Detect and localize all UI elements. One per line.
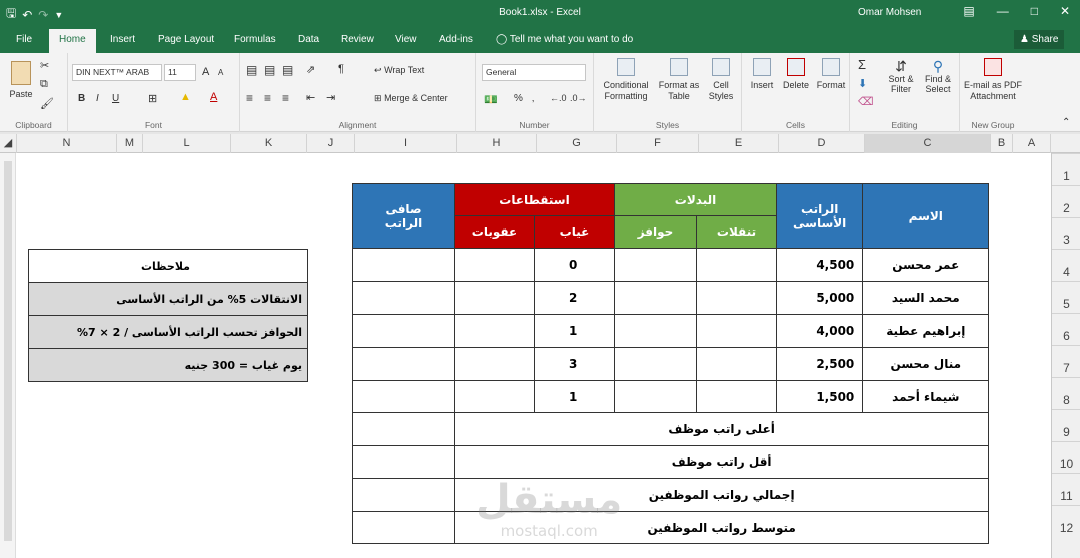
scrollbar-thumb[interactable] [4, 161, 12, 541]
net-salary-cell[interactable] [353, 282, 455, 315]
shrink-font-button[interactable]: A [218, 68, 224, 77]
number-format-dropdown[interactable]: General [482, 64, 586, 81]
row-headers [1051, 153, 1080, 558]
transport-header[interactable]: تنقلات [697, 216, 777, 249]
column-header-b[interactable]: B [990, 134, 1012, 153]
salary-cell[interactable]: 5,000 [777, 282, 863, 315]
tell-me-label: Tell me what you want to do [509, 34, 634, 45]
absence-cell[interactable]: 1 [535, 381, 615, 413]
fill-color-icon[interactable]: ▲ [180, 91, 191, 103]
title-bar [0, 0, 1080, 27]
net-salary-cell[interactable] [353, 348, 455, 381]
wrap-text-icon: ↩ [374, 65, 382, 75]
sort-filter-button[interactable] [884, 58, 918, 95]
format-cells-label: Format [816, 80, 846, 91]
font-size-dropdown[interactable]: 11 [164, 64, 196, 81]
transport-cell[interactable] [697, 348, 777, 381]
summary-label-cell[interactable]: متوسط رواتب الموظفين [455, 512, 989, 544]
align-right-icon[interactable]: ≡ [282, 91, 290, 105]
absence-cell[interactable]: 0 [535, 249, 615, 282]
editing-group [850, 53, 960, 132]
borders-icon[interactable]: ⊞ [148, 93, 158, 105]
watermark-latin: mostaql.com [500, 522, 598, 540]
column-header-m[interactable]: M [116, 134, 142, 153]
summary-row [353, 446, 989, 479]
copy-icon[interactable]: ⧉ [40, 78, 48, 90]
alignment-group [240, 53, 476, 132]
salary-table [352, 183, 989, 544]
font-group-label: Font [144, 120, 162, 130]
row-header-9[interactable]: 9 [1052, 409, 1080, 441]
tab-view[interactable]: View [395, 34, 417, 45]
column-header-l[interactable]: L [142, 134, 230, 153]
table-row [353, 381, 989, 413]
format-as-table-button[interactable] [656, 58, 702, 101]
orientation-icon[interactable]: ⇗ [306, 64, 316, 76]
salary-cell[interactable]: 1,500 [777, 381, 863, 413]
summary-row [353, 413, 989, 446]
incentives-cell[interactable] [615, 282, 697, 315]
minimize-icon[interactable]: — [996, 4, 1009, 18]
number-group-label: Number [519, 120, 550, 130]
increase-decimal-icon[interactable]: ←.0 [550, 93, 567, 103]
incentives-cell[interactable] [615, 381, 697, 413]
tab-data[interactable]: Data [298, 34, 320, 45]
close-icon[interactable]: ✕ [1059, 4, 1070, 18]
employee-name-cell[interactable]: محمد السيد [863, 282, 989, 315]
insert-cells-icon [753, 58, 771, 76]
tab-add-ins[interactable]: Add-ins [439, 34, 473, 45]
row-header-1[interactable]: 1 [1052, 153, 1080, 185]
row-header-6[interactable]: 6 [1052, 313, 1080, 345]
align-left-icon[interactable]: ≡ [246, 91, 254, 105]
conditional-formatting-icon [617, 58, 635, 76]
table-row [353, 348, 989, 381]
grow-font-button[interactable]: A [202, 66, 210, 78]
column-headers [0, 134, 1080, 153]
ribbon-display-icon[interactable]: ▤ [963, 4, 975, 18]
increase-indent-icon[interactable]: ⇥ [326, 92, 336, 104]
salary-cell[interactable]: 2,500 [777, 348, 863, 381]
column-header-g[interactable]: G [536, 134, 616, 153]
clipboard-group [0, 53, 68, 132]
note-cell[interactable]: يوم غياب = 300 جنيه [29, 349, 308, 382]
net-salary-cell[interactable] [353, 381, 455, 413]
column-header-a[interactable]: A [1012, 134, 1050, 153]
new-group-label: New Group [971, 120, 1015, 130]
number-group [476, 53, 594, 132]
table-row [353, 249, 989, 282]
merge-center-label: Merge & Center [384, 93, 448, 103]
user-name[interactable]: Omar Mohsen [858, 7, 922, 18]
editing-group-label: Editing [891, 120, 918, 130]
incentives-cell[interactable] [615, 315, 697, 348]
employee-name-cell[interactable]: شيماء أحمد [863, 381, 989, 413]
incentives-cell[interactable] [615, 348, 697, 381]
maximize-icon[interactable]: □ [1030, 4, 1038, 18]
summary-label-cell[interactable]: أعلى راتب موظف [455, 413, 989, 446]
window-controls [963, 4, 1070, 18]
cells-group-label: Cells [786, 120, 805, 130]
format-cells-button[interactable] [814, 58, 848, 91]
corner-blank [1050, 134, 1080, 153]
paste-button[interactable] [6, 61, 36, 100]
search-icon: ⚲ [932, 58, 944, 74]
lightbulb-icon: ◯ [496, 34, 508, 45]
column-header-c[interactable]: C [864, 134, 990, 153]
incentives-cell[interactable] [615, 249, 697, 282]
penalties-cell[interactable] [455, 249, 535, 282]
format-as-table-label: Format as Table [658, 80, 700, 101]
penalties-header[interactable]: عقوبات [455, 216, 535, 249]
top-align-icon[interactable]: ▤ [246, 63, 258, 77]
autosum-icon[interactable]: Σ [858, 57, 867, 72]
column-header-d[interactable]: D [778, 134, 864, 153]
format-cells-icon [822, 58, 840, 76]
column-header-i[interactable]: I [354, 134, 456, 153]
column-header-e[interactable]: E [698, 134, 778, 153]
penalties-cell[interactable] [455, 348, 535, 381]
window-title: Book1.xlsx - Excel [499, 7, 581, 18]
column-header-h[interactable]: H [456, 134, 536, 153]
summary-row [353, 479, 989, 512]
sort-filter-icon: ⇵ [895, 58, 907, 74]
comma-style-icon[interactable]: ‚ [532, 93, 535, 104]
column-header-k[interactable]: K [230, 134, 306, 153]
salary-cell[interactable]: 4,500 [777, 249, 863, 282]
pdf-icon [984, 58, 1002, 76]
basic-salary-header[interactable]: الراتب الأساسى [777, 184, 863, 249]
table-row [353, 282, 989, 315]
row-header-5[interactable]: 5 [1052, 281, 1080, 313]
row-header-7[interactable]: 7 [1052, 345, 1080, 377]
insert-cells-label: Insert [750, 80, 774, 91]
new-group [960, 53, 1026, 132]
conditional-formatting-label: Conditional Formatting [603, 80, 649, 101]
styles-group [594, 53, 742, 132]
note-cell[interactable]: الحوافز تحسب الراتب الأساسى / 2 × 7% [29, 316, 308, 349]
allowances-header[interactable]: البدلات [615, 184, 777, 216]
net-salary-header[interactable]: صافى الراتب [353, 184, 455, 249]
column-header-n[interactable]: N [16, 134, 116, 153]
transport-cell[interactable] [697, 282, 777, 315]
row-header-10[interactable]: 10 [1052, 441, 1080, 473]
delete-cells-label: Delete [782, 80, 809, 91]
customize-qat-icon[interactable]: ▼ [54, 9, 64, 20]
cell-styles-label: Cell Styles [708, 80, 734, 101]
cells-group [742, 53, 850, 132]
tab-home[interactable]: Home [49, 29, 96, 53]
find-select-label: Find & Select [924, 74, 951, 95]
conditional-formatting-button[interactable] [598, 58, 654, 101]
cell-styles-button[interactable] [702, 58, 740, 101]
deductions-header[interactable]: استقطاعات [455, 184, 615, 216]
share-label: Share [1031, 34, 1059, 45]
clipboard-icon [11, 61, 31, 85]
net-salary-cell[interactable] [353, 315, 455, 348]
notes-title-cell[interactable]: ملاحظات [29, 250, 308, 283]
row-header-8[interactable]: 8 [1052, 377, 1080, 409]
bold-button[interactable]: B [78, 93, 86, 104]
note-cell[interactable]: الانتقالات 5% من الراتب الأساسى [29, 283, 308, 316]
column-header-f[interactable]: F [616, 134, 698, 153]
select-all-corner[interactable]: ◢ [3, 137, 13, 149]
clipboard-group-label: Clipboard [15, 120, 52, 130]
delete-cells-icon [787, 58, 805, 76]
bottom-align-icon[interactable]: ▤ [282, 63, 294, 77]
employee-name-cell[interactable]: عمر محسن [863, 249, 989, 282]
tab-file[interactable]: File [16, 34, 33, 45]
person-icon: ♟ [1020, 34, 1029, 45]
name-header[interactable]: الاسم [863, 184, 989, 249]
summary-value-cell[interactable] [353, 413, 455, 446]
summary-value-cell[interactable] [353, 479, 455, 512]
ribbon-tabs [0, 27, 1080, 53]
undo-icon[interactable]: ↶ [22, 7, 33, 22]
penalties-cell[interactable] [455, 381, 535, 413]
align-center-icon[interactable]: ≡ [264, 91, 272, 105]
cut-icon[interactable]: ✂ [40, 60, 50, 72]
alignment-group-label: Alignment [338, 120, 377, 130]
sort-filter-label: Sort & Filter [888, 74, 914, 95]
middle-align-icon[interactable]: ▤ [264, 63, 276, 77]
watermark [476, 478, 622, 540]
underline-button[interactable]: U [112, 93, 120, 104]
cell-styles-icon [712, 58, 730, 76]
email-pdf-label: E-mail as PDF Attachment [963, 80, 1022, 101]
transport-cell[interactable] [697, 315, 777, 348]
currency-icon[interactable]: 💵 [484, 94, 498, 106]
share-button[interactable] [1014, 30, 1064, 49]
tab-review[interactable]: Review [341, 34, 374, 45]
employee-name-cell[interactable]: منال محسن [863, 348, 989, 381]
tab-page-layout[interactable]: Page Layout [158, 34, 215, 45]
penalties-cell[interactable] [455, 282, 535, 315]
italic-button[interactable]: I [96, 93, 99, 104]
redo-icon[interactable]: ↷ [38, 7, 49, 22]
tab-formulas[interactable]: Formulas [234, 34, 276, 45]
employee-name-cell[interactable]: إبراهيم عطية [863, 315, 989, 348]
email-pdf-button[interactable] [962, 58, 1024, 101]
table-row [353, 315, 989, 348]
decrease-indent-icon[interactable]: ⇤ [306, 92, 316, 104]
summary-label-cell[interactable]: أقل راتب موظف [455, 446, 989, 479]
salary-cell[interactable]: 4,000 [777, 315, 863, 348]
absence-cell[interactable]: 2 [535, 282, 615, 315]
summary-value-cell[interactable] [353, 446, 455, 479]
delete-cells-button[interactable] [780, 58, 812, 91]
net-salary-cell[interactable] [353, 249, 455, 282]
incentives-header[interactable]: حوافز [615, 216, 697, 249]
merge-icon: ⊞ [374, 93, 382, 103]
ribbon [0, 53, 1080, 132]
row-header-12[interactable]: 12 [1052, 505, 1080, 537]
text-direction-icon[interactable]: ¶ [338, 63, 344, 75]
row-header-4[interactable]: 4 [1052, 249, 1080, 281]
percent-button[interactable]: % [514, 93, 523, 104]
fill-icon[interactable]: ⬇ [858, 78, 868, 90]
save-icon[interactable]: 🖫 [6, 6, 17, 20]
format-table-icon [670, 58, 688, 76]
paste-label: Paste [9, 89, 33, 100]
row-header-3[interactable]: 3 [1052, 217, 1080, 249]
merge-center-button[interactable] [374, 93, 448, 104]
styles-group-label: Styles [655, 120, 680, 130]
transport-cell[interactable] [697, 381, 777, 413]
font-group [68, 53, 240, 132]
find-select-button[interactable] [920, 58, 956, 95]
column-header-j[interactable]: J [306, 134, 354, 153]
penalties-cell[interactable] [455, 315, 535, 348]
format-painter-icon[interactable]: 🖌 [40, 98, 54, 110]
summary-row [353, 512, 989, 544]
watermark-arabic: مستقل [476, 477, 623, 523]
tell-me-search[interactable] [496, 34, 633, 45]
decrease-decimal-icon[interactable]: .0→ [570, 93, 587, 103]
summary-label-cell[interactable]: إجمالي رواتب الموظفين [455, 479, 989, 512]
absence-cell[interactable]: 1 [535, 315, 615, 348]
transport-cell[interactable] [697, 249, 777, 282]
insert-cells-button[interactable] [746, 58, 778, 91]
absence-cell[interactable]: 3 [535, 348, 615, 381]
row-header-2[interactable]: 2 [1052, 185, 1080, 217]
tab-insert[interactable]: Insert [110, 34, 136, 45]
font-name-dropdown[interactable]: DIN NEXT™ ARAB [72, 64, 162, 81]
vertical-scrollbar[interactable] [0, 153, 16, 558]
clear-icon[interactable]: ⌫ [858, 96, 874, 108]
summary-value-cell[interactable] [353, 512, 455, 544]
font-color-icon[interactable]: A [210, 91, 218, 103]
absence-header[interactable]: غياب [535, 216, 615, 249]
row-header-11[interactable]: 11 [1052, 473, 1080, 505]
wrap-text-label: Wrap Text [384, 65, 425, 75]
wrap-text-button[interactable] [374, 65, 424, 76]
collapse-ribbon-icon[interactable]: ⌃ [1062, 117, 1071, 128]
notes-table [28, 249, 308, 382]
